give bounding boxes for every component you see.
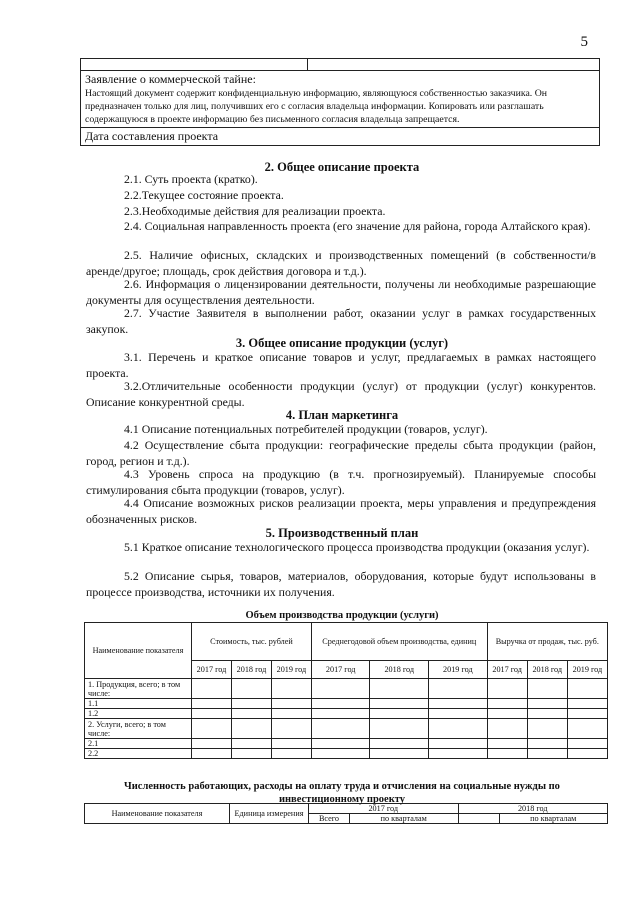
table1-year: 2019 год	[429, 661, 488, 679]
table1-col-name: Наименование показателя	[85, 623, 192, 679]
production-volume-table	[84, 622, 608, 759]
item-2-2: 2.2.Текущее состояние проекта.	[124, 188, 284, 202]
item-2-1: 2.1. Суть проекта (кратко).	[124, 172, 258, 186]
confidentiality-table	[80, 58, 600, 146]
notice-title: Заявление о коммерческой тайне:	[85, 72, 256, 86]
item-2-6: 2.6. Информация о лицензировании деятельности, получены ли необходимые разрешающие документы для осуществления деятельности.	[86, 277, 596, 307]
table1-year: 2018 год	[527, 661, 567, 679]
item-5-2: 5.2 Описание сырья, товаров, материалов, оборудования, которые будут использованы в процессе производства, источники их получения.	[86, 569, 596, 599]
table2-year-2017: 2017 год	[309, 804, 459, 814]
table2-quarters: по кварталам	[499, 814, 608, 824]
table2-title: Численность работающих, расходы на оплату труда и отчисления на социальные нужды по инвестиционному проекту	[124, 781, 560, 805]
notice-text: Настоящий документ содержит конфиденциальную информацию, являющуюся собственностью заказчика. Он предназначен только для лиц, получивших его с согласия владельца информации. Копировать или разглашать содержащуюся в проекте информацию без письменного согласия владельца запрещается.	[85, 88, 548, 125]
table-row	[85, 719, 608, 739]
section-3-heading: 3. Общее описание продукции (услуг)	[235, 336, 449, 350]
row-label: 2. Услуги, всего; в том числе:	[85, 719, 192, 739]
table2-quarters: по кварталам	[350, 814, 459, 824]
row-label: 1. Продукция, всего; в том числе:	[85, 679, 192, 699]
table1-year: 2017 год	[192, 661, 232, 679]
table2-col-unit: Единица измерения	[230, 804, 309, 824]
item-4-4: 4.4 Описание возможных рисков реализации проекта, меры управления и предупреждения обозначенных рисков.	[86, 496, 596, 526]
table2-total: Всего	[309, 814, 350, 824]
staff-costs-table	[84, 803, 608, 824]
table1-title: Объем производства продукции (услуги)	[245, 610, 439, 621]
item-2-5: 2.5. Наличие офисных, складских и производственных помещений (в собственности/в аренде/другое; площадь, срок действия договора и т.д.).	[86, 248, 596, 278]
table1-year: 2019 год	[567, 661, 607, 679]
table1-group-revenue: Выручка от продаж, тыс. руб.	[487, 623, 607, 661]
section-2-heading: 2. Общее описание проекта	[264, 160, 420, 174]
row-label: 1.1	[85, 699, 192, 709]
table1-year: 2018 год	[231, 661, 271, 679]
table2-year-2018: 2018 год	[458, 804, 608, 814]
item-4-2: 4.2 Осуществление сбыта продукции: географические пределы сбыта продукции (район, город, регион и т.д.).	[86, 438, 596, 468]
item-3-2: 3.2.Отличительные особенности продукции (услуг) от продукции (услуг) конкурентов. Описание конкурентной среды.	[86, 379, 596, 409]
row-label: 2.1	[85, 739, 192, 749]
confidentiality-notice	[81, 71, 600, 128]
row-label: 1.2	[85, 709, 192, 719]
page-number: 5	[580, 34, 588, 50]
item-4-3: 4.3 Уровень спроса на продукцию (в т.ч. прогнозируемый). Планируемые способы стимулирования сбыта продукции (товаров, услуг).	[86, 467, 596, 497]
item-4-1: 4.1 Описание потенциальных потребителей продукции (товаров, услуг).	[124, 422, 488, 436]
table-row	[85, 739, 608, 749]
item-2-3: 2.3.Необходимые действия для реализации проекта.	[124, 204, 386, 218]
table1-year: 2017 год	[311, 661, 370, 679]
table-row	[85, 699, 608, 709]
item-5-1: 5.1 Краткое описание технологического процесса производства продукции (оказания услуг).	[124, 540, 590, 554]
item-2-7: 2.7. Участие Заявителя в выполнении работ, оказании услуг в рамках государственных закупок.	[86, 306, 596, 336]
item-2-4: 2.4. Социальная направленность проекта (его значение для района, города Алтайского края).	[124, 219, 591, 233]
table-row	[85, 679, 608, 699]
date-label: Дата составления проекта	[81, 128, 600, 146]
table2-col-name: Наименование показателя	[85, 804, 230, 824]
table1-year: 2019 год	[271, 661, 311, 679]
table-row	[85, 749, 608, 759]
table-row	[85, 709, 608, 719]
table1-year: 2017 год	[487, 661, 527, 679]
table1-group-cost: Стоимость, тыс. рублей	[192, 623, 312, 661]
table1-group-volume: Среднегодовой объем производства, единиц	[311, 623, 487, 661]
section-4-heading: 4. План маркетинга	[285, 408, 399, 422]
item-3-1: 3.1. Перечень и краткое описание товаров и услуг, предлагаемых в рамках настоящего проекта.	[86, 350, 596, 380]
row-label: 2.2	[85, 749, 192, 759]
section-5-heading: 5. Производственный план	[265, 526, 419, 540]
table1-year: 2018 год	[370, 661, 429, 679]
